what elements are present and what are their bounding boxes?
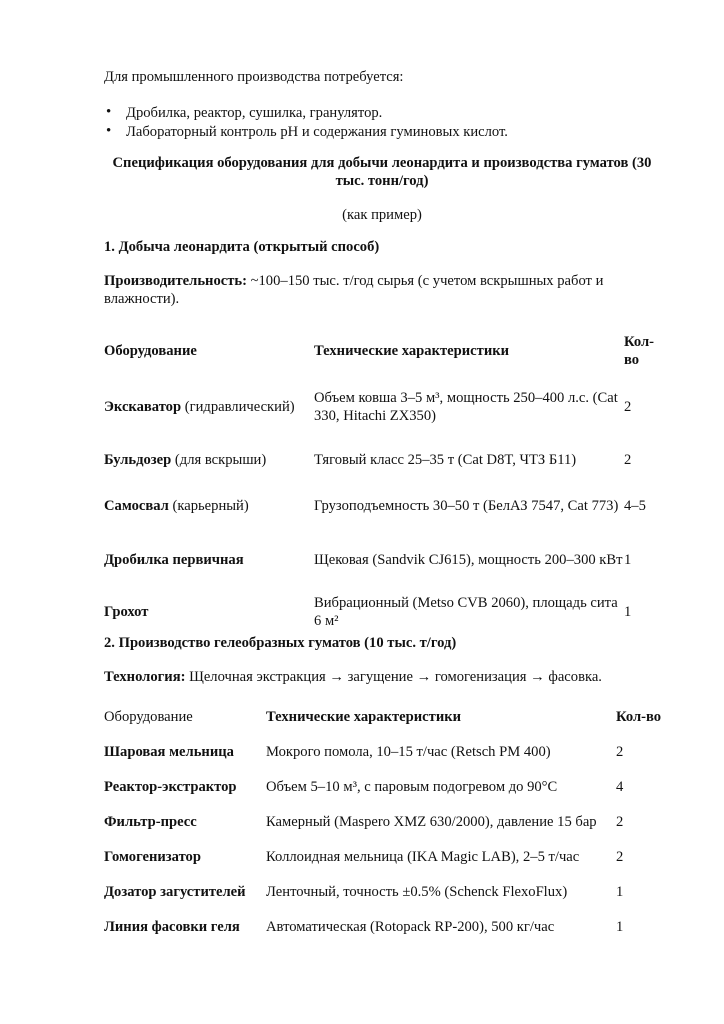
header-equipment: Оборудование <box>104 342 197 359</box>
qty-cell: 4 <box>616 779 624 796</box>
spec-cell: Коллоидная мельница (IKA Magic LAB), 2–5 т/час <box>266 849 580 866</box>
equipment-cell: Грохот <box>104 603 149 620</box>
equipment-cell: Дозатор загустителей <box>104 884 246 901</box>
table-row <box>104 478 660 534</box>
table-row <box>104 442 660 478</box>
table-row <box>104 910 674 945</box>
table-row <box>104 840 674 875</box>
table-row <box>104 875 674 910</box>
productivity-label: Производительность: <box>104 273 247 289</box>
intro-text: Для промышленного производства потребуется: <box>104 69 404 85</box>
table-row <box>104 586 660 638</box>
technology-label: Технология: <box>104 669 186 685</box>
equipment-cell: Бульдозер (для вскрыши) <box>104 451 267 468</box>
table-row <box>104 735 674 770</box>
list-item: • Лабораторный контроль pH и содержания гуминовых кислот. <box>104 123 508 142</box>
header-specs: Технические характеристики <box>314 342 510 359</box>
qty-cell: 2 <box>616 849 624 866</box>
spec-cell: Щековая (Sandvik CJ615), мощность 200–300 кВт <box>314 551 623 568</box>
header-equipment: Оборудование <box>104 709 193 726</box>
equipment-cell: Линия фасовки геля <box>104 919 240 936</box>
qty-cell: 1 <box>624 603 632 620</box>
qty-cell: 2 <box>624 398 632 415</box>
requirements-list <box>104 104 508 142</box>
spec-cell: Ленточный, точность ±0.5% (Schenck FlexoFlux) <box>266 884 568 901</box>
equipment-cell: Дробилка первичная <box>104 551 244 568</box>
table-header-row <box>104 330 660 372</box>
document-subtitle: (как пример) <box>342 207 422 223</box>
productivity-value: ~100–150 тыс. т/год сырья (с учетом вскрышных работ и влажности). <box>104 273 604 308</box>
spec-cell: Тяговый класс 25–35 т (Cat D8T, ЧТЗ Б11) <box>314 451 577 468</box>
document-title: Спецификация оборудования для добычи леонардита и производства гуматов (30 тыс. тонн/год) <box>112 155 652 190</box>
equipment-cell: Фильтр-пресс <box>104 814 197 831</box>
equipment-cell: Гомогенизатор <box>104 849 201 866</box>
spec-cell: Камерный (Maspero XMZ 630/2000), давление 15 бар <box>266 814 597 831</box>
header-qty: Кол-во <box>616 709 662 726</box>
table-row <box>104 372 660 442</box>
spec-cell: Автоматическая (Rotopack RP-200), 500 кг/час <box>266 919 555 936</box>
table-row <box>104 805 674 840</box>
spec-cell: Грузоподъемность 30–50 т (БелАЗ 7547, Cat 773) <box>314 497 619 514</box>
qty-cell: 1 <box>616 884 624 901</box>
equipment-cell: Реактор-экстрактор <box>104 779 237 796</box>
equipment-cell: Экскаватор (гидравлический) <box>104 398 295 415</box>
header-qty: Кол-во <box>624 333 655 368</box>
qty-cell: 2 <box>616 814 624 831</box>
section-1-heading: 1. Добыча леонардита (открытый способ) <box>104 239 380 255</box>
list-item: • Дробилка, реактор, сушилка, гранулятор. <box>104 104 508 123</box>
table-row <box>104 534 660 586</box>
qty-cell: 2 <box>624 451 632 468</box>
table-row <box>104 770 674 805</box>
spec-cell: Объем 5–10 м³, с паровым подогревом до 90°C <box>266 779 558 796</box>
table-header-row <box>104 700 674 735</box>
technology-value: Щелочная экстракция → загущение → гомогенизация → фасовка. <box>185 669 602 685</box>
spec-cell: Объем ковша 3–5 м³, мощность 250–400 л.с. (Cat 330, Hitachi ZX350) <box>314 389 618 424</box>
gel-humate-equipment-table <box>104 700 674 945</box>
qty-cell: 1 <box>616 919 624 936</box>
equipment-cell: Самосвал (карьерный) <box>104 497 249 514</box>
qty-cell: 2 <box>616 744 624 761</box>
equipment-cell: Шаровая мельница <box>104 744 234 761</box>
mining-equipment-table <box>104 330 660 638</box>
productivity-paragraph <box>104 272 624 308</box>
technology-paragraph <box>104 668 644 686</box>
qty-cell: 4–5 <box>624 497 646 514</box>
spec-cell: Вибрационный (Metso CVB 2060), площадь сита 6 м² <box>314 594 618 629</box>
header-specs: Технические характеристики <box>266 709 462 726</box>
spec-cell: Мокрого помола, 10–15 т/час (Retsch PM 400) <box>266 744 551 761</box>
qty-cell: 1 <box>624 551 632 568</box>
section-2-heading: 2. Производство гелеобразных гуматов (10 тыс. т/год) <box>104 635 457 651</box>
